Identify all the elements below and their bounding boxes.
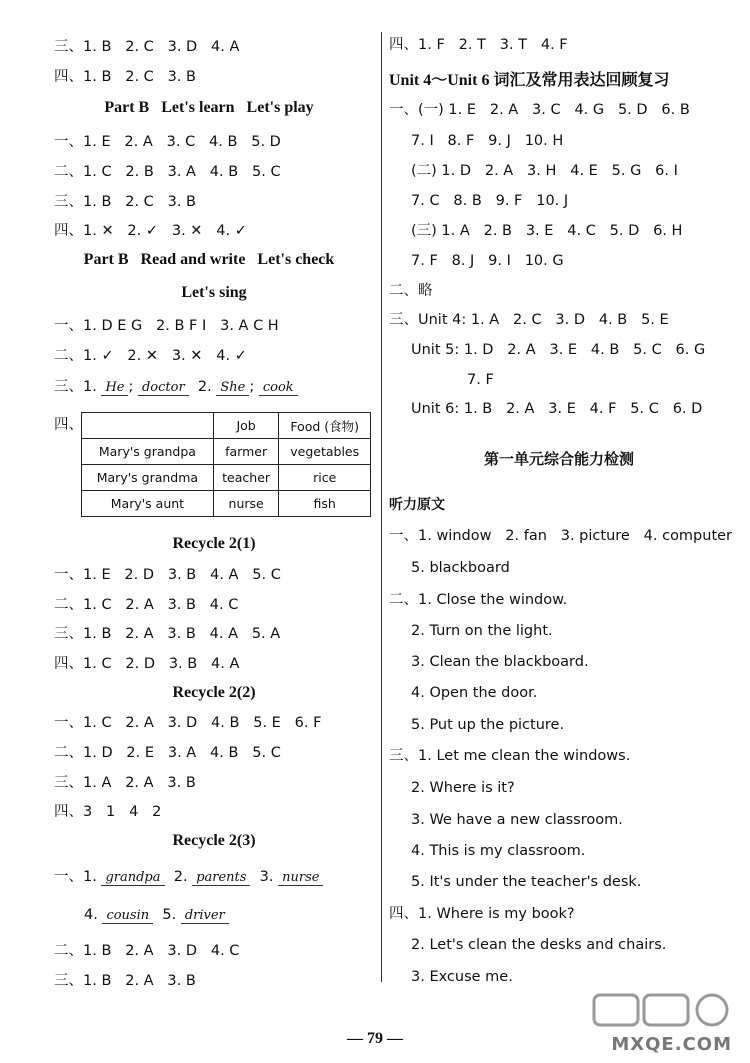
section-heading: Part B Let's learn Let's play [104, 99, 314, 116]
handwritten-answer: nurse [278, 871, 323, 886]
section-heading: Let's sing [181, 284, 247, 301]
answer-line: 三、1. A 2. A 3. B [54, 775, 196, 791]
transcript-line: 2. Where is it? [411, 780, 515, 796]
section-heading: Recycle 2(2) [172, 684, 256, 701]
answer-line: 四、3 1 4 2 [54, 804, 162, 820]
answer-line: 7. F 8. J 9. I 10. G [411, 253, 564, 269]
table-cell: vegetables [279, 439, 371, 465]
transcript-line: 四、1. Where is my book? [389, 906, 575, 922]
answer-line: 四、1. ✕ 2. ✓ 3. ✕ 4. ✓ [54, 223, 247, 239]
transcript-line: 5. It's under the teacher's desk. [411, 874, 642, 890]
watermark-text: MXQE.COM [611, 1034, 732, 1055]
table-row [82, 465, 371, 491]
answer-line: 一、1. D E G 2. B F I 3. A C H [54, 318, 279, 334]
transcript-line: 3. Excuse me. [411, 969, 513, 985]
answer-line: Unit 6: 1. B 2. A 3. E 4. F 5. C 6. D [411, 401, 703, 417]
transcript-line: 5. blackboard [411, 560, 510, 576]
table-header-cell [82, 413, 214, 439]
table-row [82, 491, 371, 517]
transcript-line: 二、1. Close the window. [389, 592, 568, 608]
section-heading: Recycle 2(1) [172, 535, 256, 552]
page-number: — 79 — [347, 1030, 403, 1047]
table-cell: rice [279, 465, 371, 491]
transcript-line: 3. We have a new classroom. [411, 812, 623, 828]
section-heading: Part B Read and write Let's check [83, 251, 335, 268]
answer-line: Unit 5: 1. D 2. A 3. E 4. B 5. C 6. G [411, 342, 706, 358]
answer-line: 四、1. C 2. D 3. B 4. A [54, 656, 240, 672]
handwritten-answer: She [216, 381, 249, 396]
answer-line: 四、1. B 2. C 3. B [54, 69, 197, 85]
answer-line: 二、1. C 2. B 3. A 4. B 5. C [54, 164, 281, 180]
transcript-line: 4. This is my classroom. [411, 843, 586, 859]
handwritten-answer: doctor [138, 381, 189, 396]
answer-line: 四、 [54, 417, 83, 433]
table-row [82, 439, 371, 465]
answer-line: 7. C 8. B 9. F 10. J [411, 193, 569, 209]
answer-line: 三、1. B 2. C 3. B [54, 194, 197, 210]
transcript-line: 3. Clean the blackboard. [411, 654, 589, 670]
transcript-line: 2. Let's clean the desks and chairs. [411, 937, 667, 953]
handwritten-answer: grandpa [101, 871, 164, 886]
family-job-table [81, 412, 371, 517]
section-heading: 听力原文 [389, 497, 445, 513]
transcript-line: 2. Turn on the light. [411, 623, 553, 639]
answer-line-handwritten: 4. cousin 5. driver [84, 906, 229, 924]
answer-line: 四、1. F 2. T 3. T 4. F [389, 37, 568, 53]
table-cell: Mary's grandpa [82, 439, 214, 465]
answer-line: 三、1. B 2. A 3. B [54, 973, 196, 989]
answer-line: 二、1. C 2. A 3. B 4. C [54, 597, 239, 613]
table-cell: Mary's grandma [82, 465, 214, 491]
transcript-line: 一、1. window 2. fan 3. picture 4. computer [389, 528, 733, 544]
section-heading: Unit 4～Unit 6 词汇及常用表达回顾复习 [389, 72, 670, 89]
handwritten-answer: cousin [102, 909, 153, 924]
table-cell: teacher [213, 465, 279, 491]
handwritten-answer: parents [192, 871, 250, 886]
answer-line-handwritten: 三、1. He ; doctor 2. She ; cook [54, 378, 298, 396]
answer-line: 三、Unit 4: 1. A 2. C 3. D 4. B 5. E [389, 312, 669, 328]
table-cell: Mary's aunt [82, 491, 214, 517]
table-header-cell: Job [213, 413, 279, 439]
table-cell: farmer [213, 439, 279, 465]
handwritten-answer: He [101, 381, 128, 396]
answer-line: 7. I 8. F 9. J 10. H [411, 133, 564, 149]
handwritten-answer: driver [181, 909, 229, 924]
answer-line: 一、1. C 2. A 3. D 4. B 5. E 6. F [54, 715, 322, 731]
answer-line: 一、1. E 2. D 3. B 4. A 5. C [54, 567, 281, 583]
section-heading: Recycle 2(3) [172, 832, 256, 849]
answer-line-handwritten: 一、1. grandpa 2. parents 3. nurse [54, 868, 323, 886]
handwritten-answer: cook [259, 381, 298, 396]
answer-line: 二、1. B 2. A 3. D 4. C [54, 943, 240, 959]
answer-line: (三) 1. A 2. B 3. E 4. C 5. D 6. H [411, 223, 683, 239]
answer-line: 二、1. D 2. E 3. A 4. B 5. C [54, 745, 281, 761]
answer-line: 三、1. B 2. A 3. B 4. A 5. A [54, 626, 281, 642]
answer-line: (二) 1. D 2. A 3. H 4. E 5. G 6. I [411, 163, 678, 179]
table-cell: fish [279, 491, 371, 517]
answer-line: 三、1. B 2. C 3. D 4. A [54, 39, 240, 55]
answer-line: 二、略 [389, 283, 433, 299]
table-header-cell: Food (食物) [279, 413, 371, 439]
answer-line: 二、1. ✓ 2. ✕ 3. ✕ 4. ✓ [54, 348, 247, 364]
transcript-line: 4. Open the door. [411, 685, 538, 701]
answer-line: 一、1. E 2. A 3. C 4. B 5. D [54, 134, 281, 150]
answer-line: 一、(一) 1. E 2. A 3. C 4. G 5. D 6. B [389, 102, 690, 118]
column-divider [381, 32, 382, 982]
transcript-line: 三、1. Let me clean the windows. [389, 748, 631, 764]
table-header-row [82, 413, 371, 439]
transcript-line: 5. Put up the picture. [411, 717, 565, 733]
answer-line: 7. F [467, 372, 494, 388]
section-heading: 第一单元综合能力检测 [483, 452, 634, 468]
table-cell: nurse [213, 491, 279, 517]
